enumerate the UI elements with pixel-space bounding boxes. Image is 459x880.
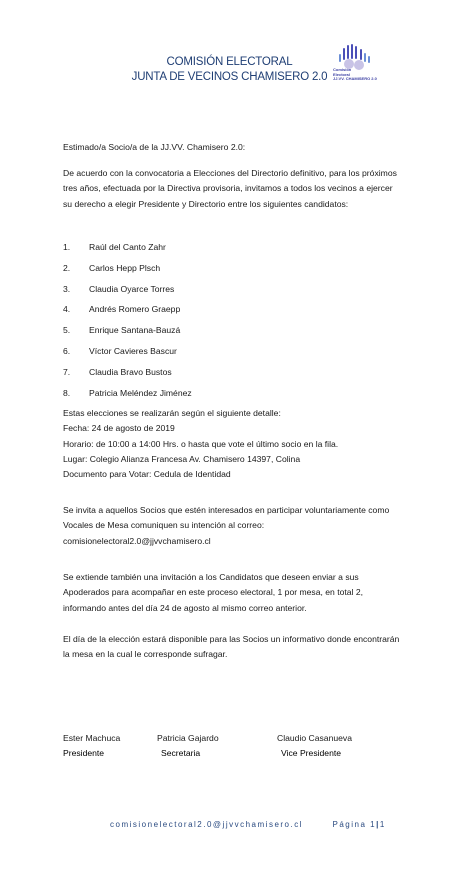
volunteer-paragraph	[63, 503, 403, 549]
signer-name: Claudio Casanueva	[277, 733, 353, 743]
signer-role: Presidente	[63, 748, 105, 758]
greeting: Estimado/a Socio/a de la JJ.VV. Chamisero 2.0:	[63, 142, 246, 152]
signer-name: Ester Machuca	[63, 733, 121, 743]
list-item	[63, 258, 192, 279]
list-number: 7.	[63, 366, 71, 377]
page-label: Página 1	[332, 820, 377, 829]
candidate-list	[63, 237, 192, 403]
list-item	[63, 279, 192, 300]
candidate-name: Claudia Bravo Bustos	[89, 366, 172, 377]
list-number: 2.	[63, 262, 71, 273]
list-item	[63, 237, 192, 258]
page-number: 1	[379, 820, 386, 829]
signer-role: Vice Presidente	[281, 748, 342, 758]
signature-president	[63, 731, 120, 761]
logo-text-2: Electoral	[333, 71, 350, 77]
details-place: Lugar: Colegio Alianza Francesa Av. Chamisero 14397, Colina	[63, 453, 301, 464]
volunteer-text: Se invita a aquellos Socios que estén interesados en participar voluntariamente como Vocales de Mesa comuniquen su intención al correo:	[63, 505, 390, 531]
footer-email: comisionelectoral2.0@jjvvchamisero.cl	[110, 820, 304, 829]
info-paragraph: El día de la elección estará disponible para las Socios un informativo donde encontrarán la mesa en la cual le corresponde sufragar.	[63, 634, 400, 660]
list-item	[63, 299, 192, 320]
list-number: 8.	[63, 387, 71, 398]
details-time: Horario: de 10:00 a 14:00 Hrs. o hasta que vote el último socio en la fila.	[63, 438, 339, 449]
list-number: 5.	[63, 325, 71, 336]
logo-text-3: JJ.VV. CHAMISERO 2.0	[333, 76, 377, 81]
candidate-name: Claudia Oyarce Torres	[89, 283, 175, 294]
list-item	[63, 362, 192, 383]
signature-vice-president	[277, 731, 352, 761]
candidate-name: Patricia Meléndez Jiménez	[89, 387, 192, 398]
document-header	[0, 55, 459, 85]
contact-email: comisionelectoral2.0@jjvvchamisero.cl	[63, 535, 211, 546]
list-number: 6.	[63, 345, 71, 356]
header-title: COMISIÓN ELECTORAL	[166, 56, 293, 68]
candidate-name: Carlos Hepp Plsch	[89, 262, 161, 273]
details-document: Documento para Votar: Cedula de Identidad	[63, 469, 231, 480]
candidate-name: Raúl del Canto Zahr	[89, 242, 166, 252]
list-number: 4.	[63, 304, 71, 315]
list-item	[63, 383, 192, 404]
candidate-name: Víctor Cavieres Bascur	[89, 345, 177, 356]
list-number: 1.	[63, 242, 71, 252]
details-date: Fecha: 24 de agosto de 2019	[63, 423, 175, 434]
footer-separator: |	[376, 820, 380, 829]
page-footer	[110, 820, 386, 829]
details-intro: Estas elecciones se realizarán según el siguiente detalle:	[63, 408, 281, 418]
list-item	[63, 320, 192, 341]
header-subtitle: JUNTA DE VECINOS CHAMISERO 2.0	[131, 71, 328, 83]
list-number: 3.	[63, 283, 71, 294]
candidate-name: Enrique Santana-Bauzá	[89, 325, 181, 336]
election-details	[63, 406, 403, 482]
proxies-paragraph: Se extiende también una invitación a los Candidatos que deseen enviar a sus Apoderados para acompañar en este proceso electoral, 1 por mesa, en total 2, informando antes del día 24 de agosto al mismo correo anterior.	[63, 572, 364, 613]
commission-logo	[333, 44, 377, 90]
signer-role: Secretaria	[161, 748, 201, 758]
signer-name: Patricia Gajardo	[157, 733, 219, 743]
candidate-name: Andrés Romero Graepp	[89, 304, 181, 315]
signature-secretary	[157, 731, 219, 761]
list-item	[63, 341, 192, 362]
intro-paragraph: De acuerdo con la convocatoria a Elecciones del Directorio definitivo, para los próximos tres años, efectuada por la Directiva provisoria, invitamos a todos los vecinos a ejercer su derecho a elegir Presidente y Directorio entre los siguientes candidatos:	[63, 168, 397, 209]
logo-text-1: Comisión	[333, 67, 352, 72]
